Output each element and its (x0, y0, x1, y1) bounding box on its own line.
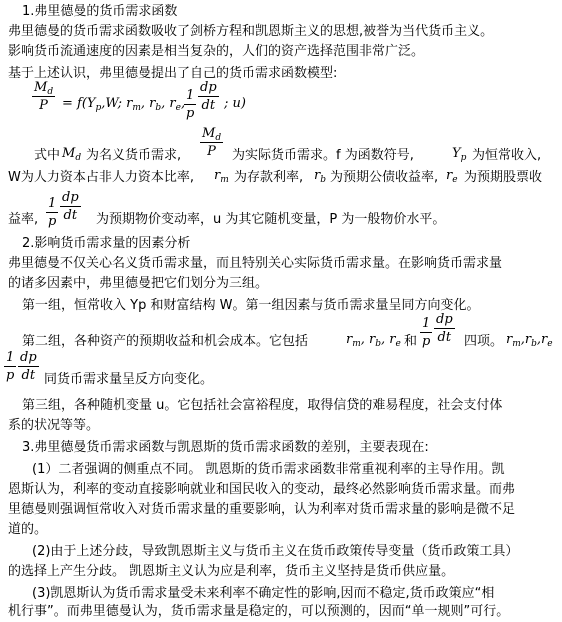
s2-symbols-2: $r_m,r_b,r_e$ (506, 332, 553, 349)
s3-paragraph-5: (2)由于上述分歧，导致凯恩斯主义与货币主义在货币政策传导变量（货币政策工具） (32, 544, 519, 559)
def-symbol-md: $M_d$ (62, 146, 82, 163)
s2-one-over-p: 1 p (422, 316, 431, 349)
def-line-3a: 益率, (8, 212, 39, 227)
s3-paragraph-4: 道的。 (8, 522, 48, 537)
def-line-2d: 为预期股票收 (464, 170, 543, 185)
def-one-over-p: 1 p (48, 196, 57, 229)
def-dp-dt: dp dt (62, 190, 79, 223)
def-line-1b: 为名义货币需求, (86, 148, 182, 163)
def-line-2a: W为人力资本占非人力资本比率, (8, 170, 194, 185)
s1-paragraph-2: 影响货币流通速度的因素是相当复杂的，人们的资产选择范围非常广泛。 (8, 44, 425, 59)
s2-paragraph-4c: 四项。 (464, 334, 504, 349)
eq-body: = $f(Y_p,W$; $r_m$, $r_b$, $r_e$, (62, 96, 186, 113)
eq-lhs-fraction: $M_d$ P (34, 80, 54, 113)
s3-paragraph-3: 里德曼则强调恒常收入对货币需求量的重要影响，认为利率对货币需求量的影响是微不足 (8, 502, 516, 517)
def-line-1a: 式中 (34, 148, 61, 163)
s1-paragraph-1: 弗里德曼的货币需求函数吸收了剑桥方程和凯恩斯主义的思想,被誉为当代货币主义。 (8, 24, 494, 39)
def-symbol-rb: $r_b$ (314, 168, 326, 185)
s2-paragraph-7: 系的状况等等。 (8, 418, 100, 433)
def-symbol-rm: $r_m$ (214, 168, 229, 185)
def-line-1c: 为实际货币需求。f 为函数符号, (232, 148, 414, 163)
s2-paragraph-5: 同货币需求量呈反方向变化。 (44, 372, 214, 387)
s2-paragraph-4b: 和 (404, 334, 418, 349)
s2-symbols-rm-rb-re: $r_m$, $r_b$, $r_e$ (346, 332, 401, 349)
def-symbol-re: $r_e$ (446, 168, 458, 185)
s2-dp-dt: dp dt (436, 312, 453, 345)
s2-one-over-p-2: 1 p (6, 350, 15, 383)
s2-paragraph-2: 的诸多因素中，弗里德曼把它们划分为三组。 (8, 276, 269, 291)
s3-paragraph-7: (3)凯恩斯认为货币需求量受未来利率不确定性的影响,因而不稳定,货币政策应“相 (32, 586, 495, 601)
s2-dp-dt-2: dp dt (20, 350, 37, 383)
eq-tail: ; u) (224, 96, 246, 111)
def-line-3b: 为预期物价变动率，u 为其它随机变量，P 为一般物价水平。 (96, 212, 446, 227)
s3-paragraph-2: 恩斯认为，利率的变动直接影响就业和国民收入的变动，最终必然影响货币需求量。而弗 (8, 482, 516, 497)
s2-paragraph-6: 第三组，各种随机变量 u。它包括社会富裕程度，取得信贷的难易程度，社会支付体 (22, 398, 503, 413)
s2-paragraph-1: 弗里德曼不仅关心名义货币需求量，而且特别关心实际货币需求量。在影响货币需求量 (8, 256, 503, 271)
section3-heading: 3.弗里德曼货币需求函数与凯恩斯的货币需求函数的差别，主要表现在: (22, 440, 429, 455)
s2-paragraph-3: 第一组，恒常收入 Yp 和财富结构 W。第一组因素与货币需求量呈同方向变化。 (22, 298, 480, 313)
def-md-over-p: $M_d$ P (202, 126, 222, 159)
s3-paragraph-8: 机行事”。而弗里德曼认为，货币需求量是稳定的，可以预测的，因而“单一规则”可行。 (8, 604, 510, 619)
s3-paragraph-6: 的选择上产生分歧。 凯恩斯主义认为应是利率，货币主义坚持是货币供应量。 (8, 564, 455, 579)
section2-heading: 2.影响货币需求量的因素分析 (22, 236, 191, 251)
eq-frac-dp-dt: dp dt (200, 80, 217, 113)
def-line-1d: 为恒常收入, (472, 148, 542, 163)
eq-frac-one-over-p: 1 p (186, 88, 195, 121)
def-line-2c: 为预期公债收益率, (330, 170, 439, 185)
s1-paragraph-3: 基于上述认识，弗里德曼提出了自己的货币需求函数模型: (8, 66, 338, 81)
def-line-2b: 为存款利率, (234, 170, 304, 185)
def-symbol-yp: $Y_p$ (452, 146, 467, 163)
s2-paragraph-4a: 第二组，各种资产的预期收益和机会成本。它包括 (22, 334, 309, 349)
section1-heading: 1.弗里德曼的货币需求函数 (22, 4, 178, 19)
s3-paragraph-1: (1）二者强调的侧重点不同。 凯恩斯的货币需求函数非常重视利率的主导作用。凯 (32, 462, 505, 477)
